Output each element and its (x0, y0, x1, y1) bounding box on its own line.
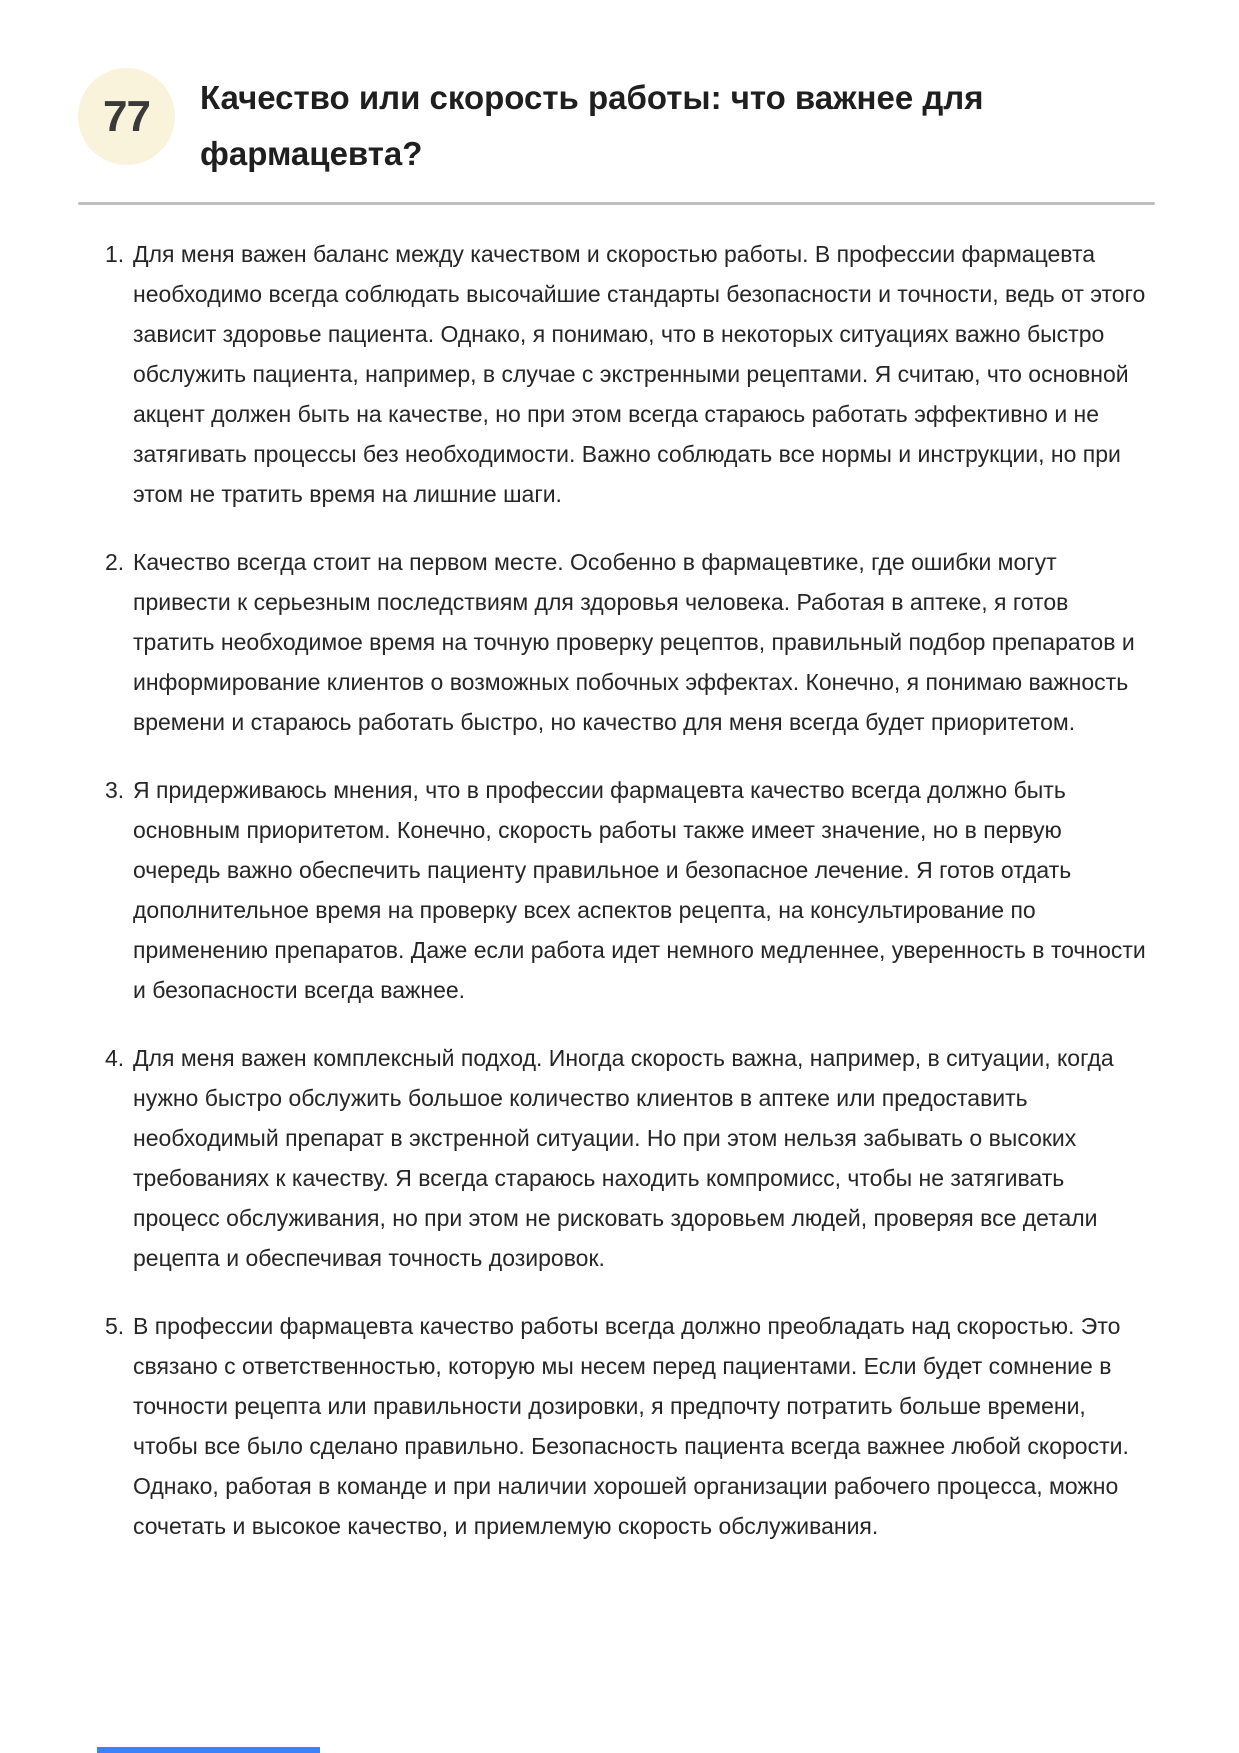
list-item-number: 2. (105, 549, 125, 575)
header-divider (78, 202, 1155, 205)
list-item (105, 1038, 1155, 1278)
list-item-number: 4. (105, 1045, 125, 1071)
question-header (78, 68, 1155, 182)
list-item (105, 234, 1155, 514)
list-item (105, 770, 1155, 1010)
list-item-text: Качество всегда стоит на первом месте. Особенно в фармацевтике, где ошибки могут привести к серьезным последствиям для здоровья человека. Работая в аптеке, я готов тратить необходимое время на точную проверку рецептов, правильный подбор препаратов и информирование клиентов о возможных побочных эффектах. Конечно, я понимаю важность времени и стараюсь работать быстро, но качество для меня всегда будет приоритетом. (133, 549, 1135, 735)
list-item-number: 5. (105, 1313, 125, 1339)
list-item-text: Я придерживаюсь мнения, что в профессии фармацевта качество всегда должно быть основным приоритетом. Конечно, скорость работы также имеет значение, но в первую очередь важно обеспечить пациенту правильное и безопасное лечение. Я готов отдать дополнительное время на проверку всех аспектов рецепта, на консультирование по применению препаратов. Даже если работа идет немного медленнее, уверенность в точности и безопасности всегда важнее. (133, 777, 1146, 1003)
list-item-text: Для меня важен баланс между качеством и скоростью работы. В профессии фармацевта необходимо всегда соблюдать высочайшие стандарты безопасности и точности, ведь от этого зависит здоровье пациента. Однако, я понимаю, что в некоторых ситуациях важно быстро обслужить пациента, например, в случае с экстренными рецептами. Я считаю, что основной акцент должен быть на качестве, но при этом всегда стараюсь работать эффективно и не затягивать процессы без необходимости. Важно соблюдать все нормы и инструкции, но при этом не тратить время на лишние шаги. (133, 241, 1146, 507)
list-item (105, 1306, 1155, 1546)
list-item (105, 542, 1155, 742)
question-number-badge: 77 (78, 68, 175, 165)
bottom-accent-bar (97, 1747, 320, 1753)
list-item-number: 1. (105, 241, 125, 267)
answers-list (78, 234, 1155, 1546)
page-title: Качество или скорость работы: что важнее для фармацевта? (200, 79, 984, 172)
list-item-text: Для меня важен комплексный подход. Иногда скорость важна, например, в ситуации, когда нужно быстро обслужить большое количество клиентов в аптеке или предоставить необходимый препарат в экстренной ситуации. Но при этом нельзя забывать о высоких требованиях к качеству. Я всегда стараюсь находить компромисс, чтобы не затягивать процесс обслуживания, но при этом не рисковать здоровьем людей, проверяя все детали рецепта и обеспечивая точность дозировок. (133, 1045, 1114, 1271)
list-item-number: 3. (105, 777, 125, 803)
list-item-text: В профессии фармацевта качество работы всегда должно преобладать над скоростью. Это связано с ответственностью, которую мы несем перед пациентами. Если будет сомнение в точности рецепта или правильности дозировки, я предпочту потратить больше времени, чтобы все было сделано правильно. Безопасность пациента всегда важнее любой скорости. Однако, работая в команде и при наличии хорошей организации рабочего процесса, можно сочетать и высокое качество, и приемлемую скорость обслуживания. (133, 1313, 1129, 1539)
